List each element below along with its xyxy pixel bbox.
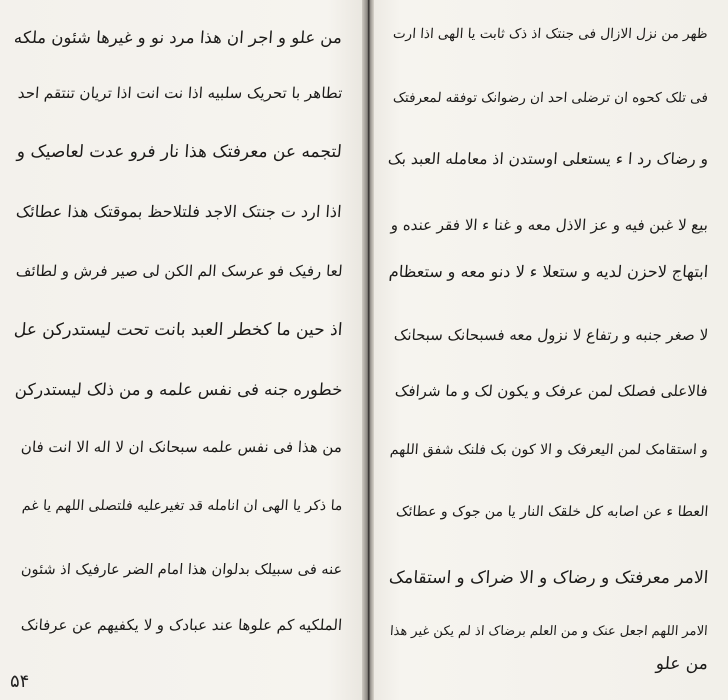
right-page [376,0,728,700]
book-gutter [362,0,374,700]
right-line-3: و رضاک رد ا ء یستعلی اوستدن اذ معامله العبد بک [387,150,709,168]
page-number: ۵۴ [10,671,30,692]
left-line-1: من علو و اجر ان هذا مرد نو و غیرها شئون ملکه [13,28,343,47]
right-line-6: لا صغر جنبه و رتفاع لا نزول معه فسبحانک سبحانک [393,326,709,344]
left-line-5: لعا رفیک فو عرسک الم الکن لی صیر فرش و لطائف [14,262,343,280]
left-line-3: لتجمه عن معرفتک هذا نار فرو عدت لعاصیک و [16,142,343,162]
right-line-10: الامر معرفتک و رضاک و الا ضراک و استقامک [387,568,709,588]
right-line-4: بیع لا غبن فیه و عز الاذل معه و غنا ء الا فقر عنده و [390,216,709,234]
left-line-9: ما ذکر یا الهی ان انامله قد تغیرعلیه فلتصلی اللهم یا غم [21,498,343,514]
right-line-2: فی تلک کحوه ان ترضلی احد ان رضوانک توفقه لمعرفتک [392,90,709,106]
left-page [0,0,360,700]
left-line-4: اذا ارد ت جنتک الاجد فلتلاحظ بموقتک هذا عطائک [15,202,343,221]
left-line-2: تطاهر با تحریک سلبیه اذا نت انت اذا تریان تنتقم احد [17,84,343,102]
right-line-9: العطا ء عن اصابه کل خلقک النار یا من جوک و عطائک [395,504,709,520]
right-line-1: ظهر من نزل الازال فی جنتک اذ ذک ثابت یا الهی اذا ارت [392,26,709,42]
left-line-6: اذ حین ما کخطر العبد بانت تحت لیستدرکن عل [12,320,343,340]
right-line-12: من علو [655,654,709,674]
right-line-5: ابتهاج لاحزن لدیه و ستعلا ء لا دنو معه و ستعظام [388,262,709,281]
right-line-8: و استقامک لمن الیعرفک و الا کون بک فلنک شفق اللهم [389,442,709,458]
left-line-8: من هذا فی نفس علمه سبحانک ان لا اله الا انت فان [20,438,343,456]
right-line-7: فالاعلی فصلک لمن عرفک و یکون لک و ما شرافک [394,382,709,400]
left-line-11: الملکیه کم علوها عند عبادک و لا یکفیهم عن عرفانک [20,616,343,634]
left-line-7: خطوره جنه فی نفس علمه و من ذلک لیستدرکن [13,380,343,399]
left-line-10: عنه فی سبیلک بدلوان هذا امام الضر عارفیک اذ شئون [20,562,343,578]
right-line-11: الامر اللهم اجعل عنک و من العلم برضاک اذ لم یکن غیر هذا [389,624,709,639]
